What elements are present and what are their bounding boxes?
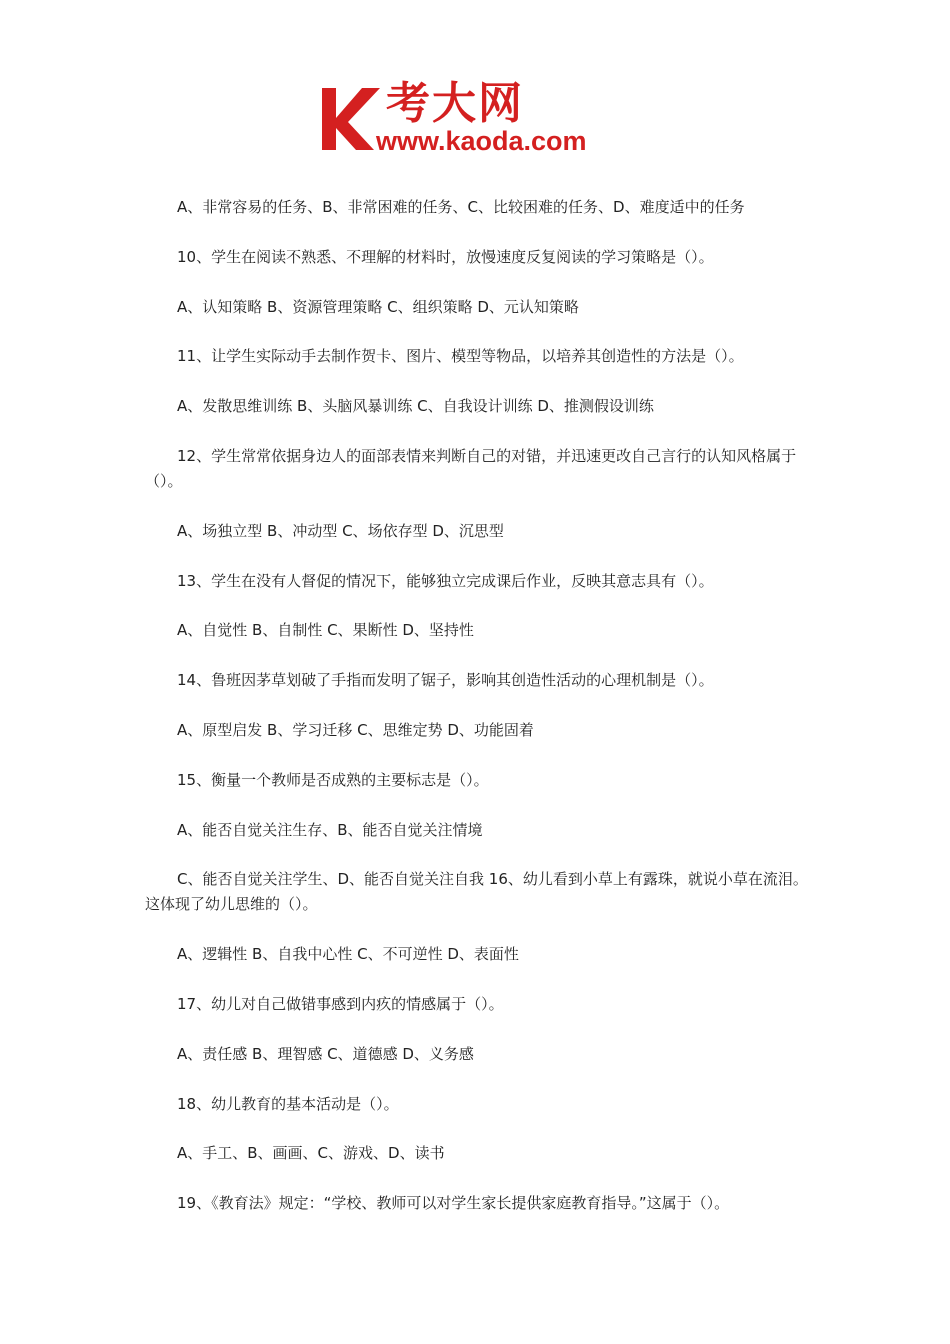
text-line: A、场独立型 B、冲动型 C、场依存型 D、沉思型	[177, 521, 504, 540]
text-line: A、责任感 B、理智感 C、道德感 D、义务感	[177, 1044, 474, 1063]
text-line: 14、鲁班因茅草划破了手指而发明了锯子，影响其创造性活动的心理机制是（）。	[177, 671, 714, 690]
text-line: 19、《教育法》规定：“学校、教师可以对学生家长提供家庭教育指导。”这属于（）。	[177, 1194, 730, 1213]
text-line: A、认知策略 B、资源管理策略 C、组织策略 D、元认知策略	[177, 297, 579, 316]
text-line: 15、衡量一个教师是否成熟的主要标志是（）。	[177, 770, 489, 789]
text-line: C、能否自觉关注学生、D、能否自觉关注自我 16、幼儿看到小草上有露珠，就说小草在流泪。这体现了幼儿思维的（）。	[145, 870, 808, 914]
text-line: 17、幼儿对自己做错事感到内疚的情感属于（）。	[177, 994, 504, 1013]
text-line: 18、幼儿教育的基本活动是（）。	[177, 1094, 399, 1113]
text-line: A、能否自觉关注生存、B、能否自觉关注情境	[177, 820, 483, 839]
text-line: A、非常容易的任务、B、非常困难的任务、C、比较困难的任务、D、难度适中的任务	[177, 198, 745, 216]
logo-url: www.kaoda.com	[376, 126, 587, 156]
text-line: 11、让学生实际动手去制作贺卡、图片、模型等物品，以培养其创造性的方法是（）。	[177, 347, 744, 366]
text-line: 10、学生在阅读不熟悉、不理解的材料时，放慢速度反复阅读的学习策略是（）。	[177, 247, 714, 266]
question-content	[145, 195, 810, 1241]
text-line: 12、学生常常依据身边人的面部表情来判断自己的对错，并迅速更改自己言行的认知风格属于（）。	[145, 446, 797, 490]
text-line: A、发散思维训练 B、头脑风暴训练 C、自我设计训练 D、推测假设训练	[177, 397, 654, 416]
text-line: A、原型启发 B、学习迁移 C、思维定势 D、功能固着	[177, 720, 534, 739]
logo-chinese-name: 考大网	[386, 78, 524, 129]
kaoda-logo	[318, 80, 638, 160]
text-line: A、手工、B、画画、C、游戏、D、读书	[177, 1144, 445, 1163]
text-line: A、逻辑性 B、自我中心性 C、不可逆性 D、表面性	[177, 945, 519, 964]
text-line: A、自觉性 B、自制性 C、果断性 D、坚持性	[177, 621, 474, 640]
text-line: 13、学生在没有人督促的情况下，能够独立完成课后作业，反映其意志具有（）。	[177, 571, 714, 590]
